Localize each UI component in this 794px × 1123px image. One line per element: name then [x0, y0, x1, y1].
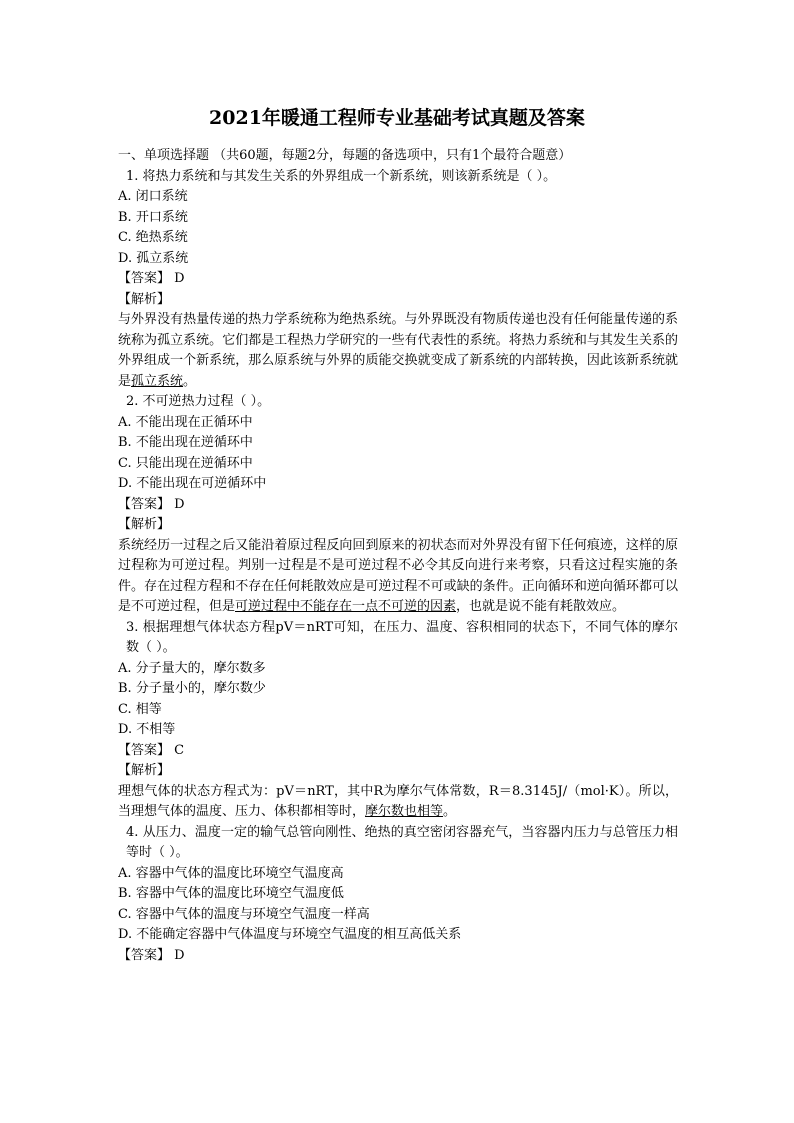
document-body	[118, 146, 678, 966]
analysis-underlined: 孤立系统	[131, 373, 184, 389]
question-2-option-a: A. 不能出现在正循环中	[118, 414, 253, 430]
question-3-option-d: D. 不相等	[118, 722, 176, 737]
question-3-answer	[118, 741, 678, 762]
document-title: 2021年暖通工程师专业基础考试真题及答案	[209, 107, 585, 129]
question-4-answer	[118, 946, 678, 967]
analysis-text: 与外界没有热量传递的热力学系统称为绝热系统。与外界既没有物质传递也没有任何能量传递的系统称为孤立系统。它们都是工程热力学研究的一些有代表性的系统。将热力系统和与其发生关系的外界组成一个新系统，那么原系统与外界的质能交换就变成了新系统的内部转换，因此该新系统就是	[118, 312, 678, 389]
question-1-answer	[118, 269, 678, 290]
answer-value: D	[174, 947, 185, 963]
section-heading: 一、单项选择题 （共60题，每题2分，每题的备选项中，只有1个最符合题意）	[118, 148, 572, 163]
analysis-end: ，也就是说不能有耗散效应。	[456, 599, 626, 614]
question-3-stem: 3. 根据理想气体状态方程pV＝nRT可知，在压力、温度、容积相同的状态下，不同气体的摩尔数（ ）。	[126, 619, 678, 655]
question-2-option-c: C. 只能出现在逆循环中	[118, 455, 253, 471]
question-3-option-c: C. 相等	[118, 701, 162, 717]
question-2-analysis-label: 【解析】	[118, 517, 171, 532]
question-2-option-b: B. 不能出现在逆循环中	[118, 435, 253, 450]
question-2-option-d: D. 不能出现在可逆循环中	[118, 476, 267, 491]
answer-value: D	[174, 496, 185, 512]
question-4-stem: 4. 从压力、温度一定的输气总管向刚性、绝热的真空密闭容器充气，当容器内压力与总管压力相等时（ ）。	[126, 824, 678, 860]
analysis-text: 系统经历一过程之后又能沿着原过程反向回到原来的初状态而对外界没有留下任何痕迹，这样的原过程称为可逆过程。判别一过程是不是可逆过程不必令其反向进行来考察，只看这过程实施的条件。存在过程方程和不存在任何耗散效应是可逆过程不可或缺的条件。正向循环和逆向循环都可以是不可逆过程，但是	[118, 537, 678, 614]
question-4-option-a: A. 容器中气体的温度比环境空气温度高	[118, 865, 344, 881]
question-3-analysis	[118, 782, 678, 823]
question-4-option-c: C. 容器中气体的温度与环境空气温度一样高	[118, 906, 370, 922]
answer-label: 【答案】	[118, 496, 171, 512]
answer-label: 【答案】	[118, 271, 171, 286]
question-2-stem: 2. 不可逆热力过程（ ）。	[126, 394, 271, 409]
answer-label: 【答案】	[118, 947, 171, 963]
analysis-end: 。	[443, 804, 457, 819]
question-3-analysis-label: 【解析】	[118, 763, 171, 778]
analysis-end: 。	[183, 373, 197, 389]
question-1-stem: 1. 将热力系统和与其发生关系的外界组成一个新系统，则该新系统是（ ）。	[126, 168, 557, 184]
question-4-option-b: B. 容器中气体的温度比环境空气温度低	[118, 886, 344, 901]
question-1-option-b: B. 开口系统	[118, 209, 188, 225]
answer-value: C	[174, 742, 185, 758]
question-1-option-d: D. 孤立系统	[118, 250, 189, 266]
question-1-option-a: A. 闭口系统	[118, 189, 188, 204]
analysis-underlined: 可逆过程中不能存在一点不可逆的因素	[235, 599, 457, 614]
question-2-answer	[118, 495, 678, 516]
analysis-underlined: 摩尔数也相等	[365, 804, 444, 819]
question-1-analysis	[118, 310, 678, 392]
question-3-option-b: B. 分子量小的，摩尔数少	[118, 681, 266, 696]
question-1-analysis-label: 【解析】	[118, 291, 171, 307]
answer-label: 【答案】	[118, 742, 171, 758]
answer-value: D	[174, 271, 185, 286]
question-1-option-c: C. 绝热系统	[118, 230, 188, 245]
question-2-analysis	[118, 536, 678, 618]
analysis-text: 理想气体的状态方程式为：pV＝nRT，其中R为摩尔气体常数，R＝8.3145J/（mol·K）。所以，当理想气体的温度、压力、体积都相等时，	[118, 783, 678, 819]
question-3-option-a: A. 分子量大的，摩尔数多	[118, 660, 266, 676]
question-4-option-d: D. 不能确定容器中气体温度与环境空气温度的相互高低关系	[118, 927, 462, 942]
